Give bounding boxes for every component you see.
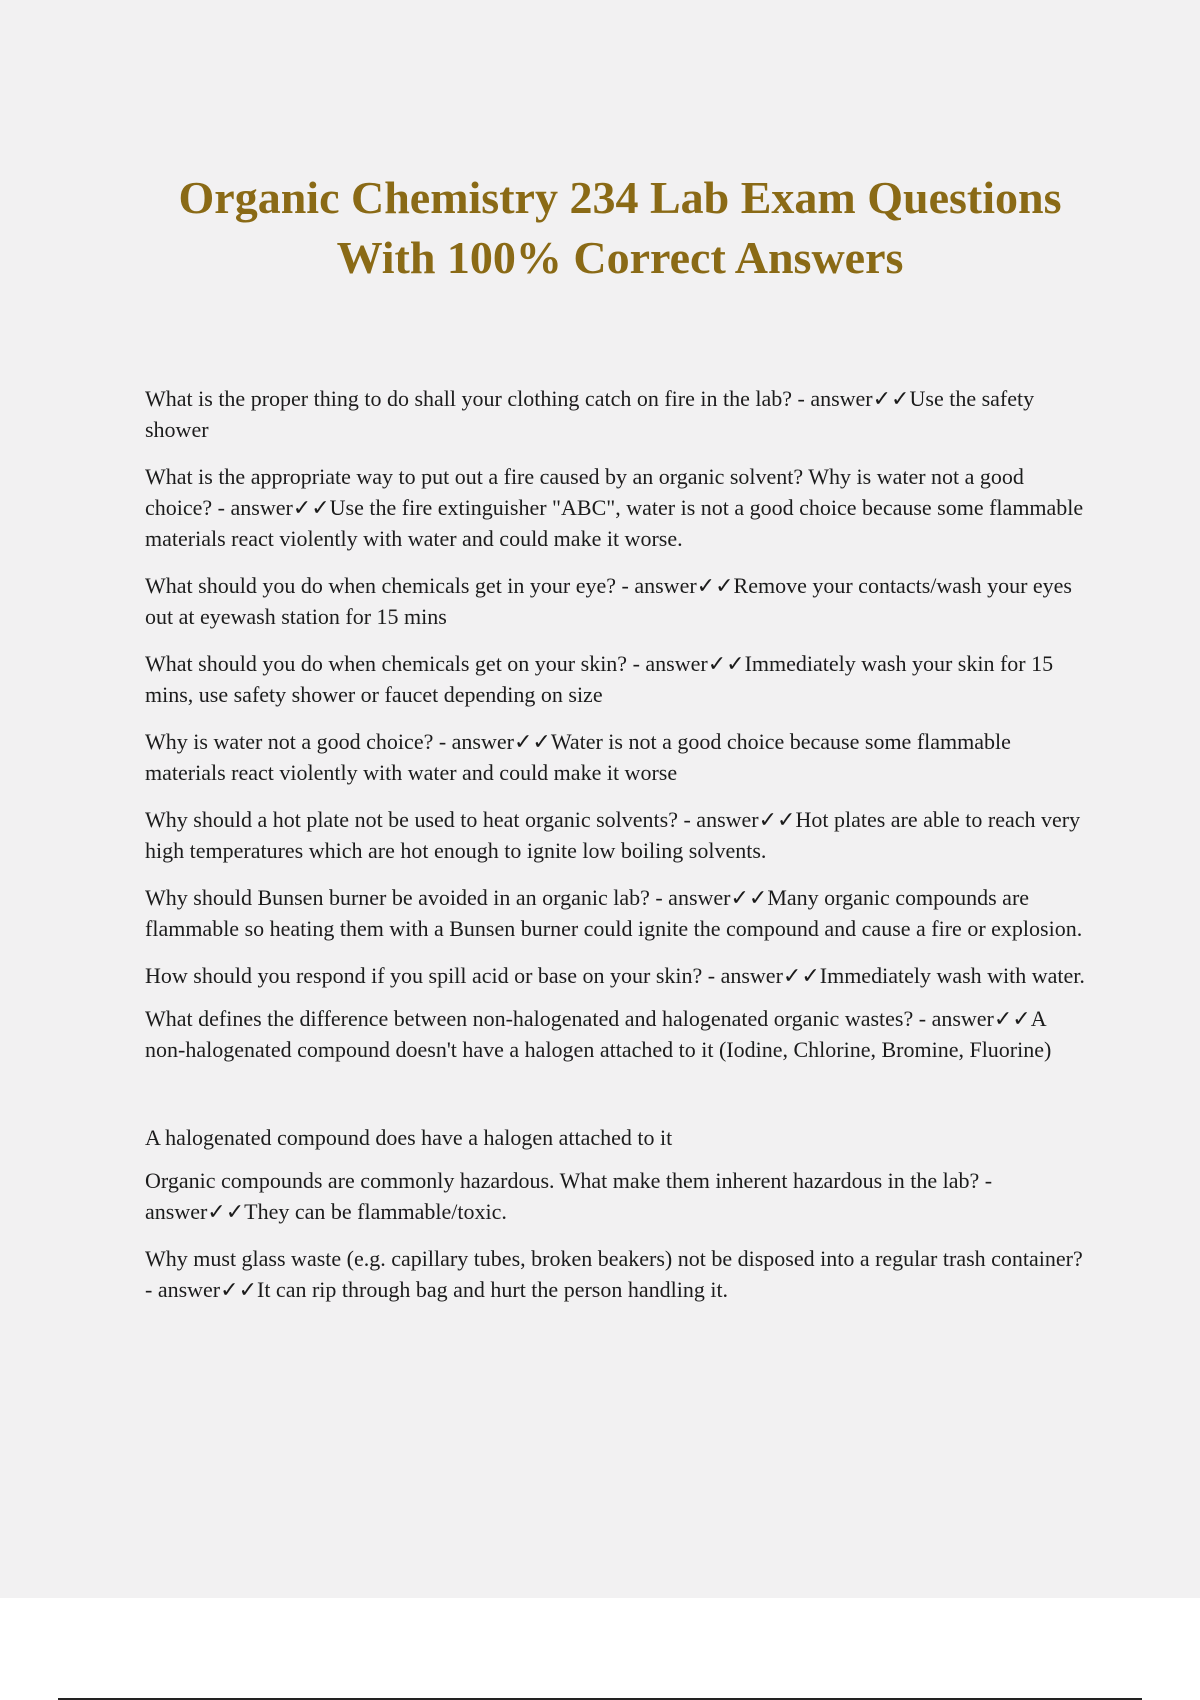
qa-list — [145, 383, 1085, 1321]
qa-item: Why should Bunsen burner be avoided in an organic lab? - answer✓✓Many organic compounds are flammable so heating them with a Bunsen burner could ignite the compound and cause a fire or explosion. — [145, 885, 1083, 941]
qa-item: How should you respond if you spill acid or base on your skin? - answer✓✓Immediately wash with water. — [145, 963, 1085, 988]
qa-item: What should you do when chemicals get on your skin? - answer✓✓Immediately wash your skin for 15 mins, use safety shower or faucet depending on size — [145, 651, 1054, 707]
document-title — [100, 168, 1140, 288]
title-line-1: Organic Chemistry 234 Lab Exam Questions — [178, 172, 1062, 223]
qa-item: What is the appropriate way to put out a fire caused by an organic solvent? Why is water not a good choice? - answer✓✓Use the fire extinguisher "ABC", water is not a good choice because some flammable materials react violently with water and could make it worse. — [145, 464, 1084, 551]
qa-item: Why is water not a good choice? - answer✓✓Water is not a good choice because some flammable materials react violently with water and could make it worse — [145, 729, 1011, 785]
qa-item: What is the proper thing to do shall your clothing catch on fire in the lab? - answer✓✓Use the safety shower — [145, 386, 1035, 442]
qa-item: Organic compounds are commonly hazardous. What make them inherent hazardous in the lab? - answer✓✓They can be flammable/toxic. — [145, 1168, 993, 1224]
qa-item: Why must glass waste (e.g. capillary tubes, broken beakers) not be disposed into a regular trash container? - answer✓✓It can rip through bag and hurt the person handling it. — [145, 1246, 1083, 1302]
title-line-2: With 100% Correct Answers — [336, 232, 904, 283]
qa-item: What should you do when chemicals get in your eye? - answer✓✓Remove your contacts/wash your eyes out at eyewash station for 15 mins — [145, 573, 1072, 629]
qa-item: A halogenated compound does have a halogen attached to it — [145, 1125, 673, 1150]
qa-item: Why should a hot plate not be used to heat organic solvents? - answer✓✓Hot plates are able to reach very high temperatures which are hot enough to ignite low boiling solvents. — [145, 807, 1081, 863]
qa-item: What defines the difference between non-halogenated and halogenated organic wastes? - answer✓✓A non-halogenated compound doesn't have a halogen attached to it (Iodine, Chlorine, Bromine, Fluorine) — [145, 1006, 1052, 1062]
